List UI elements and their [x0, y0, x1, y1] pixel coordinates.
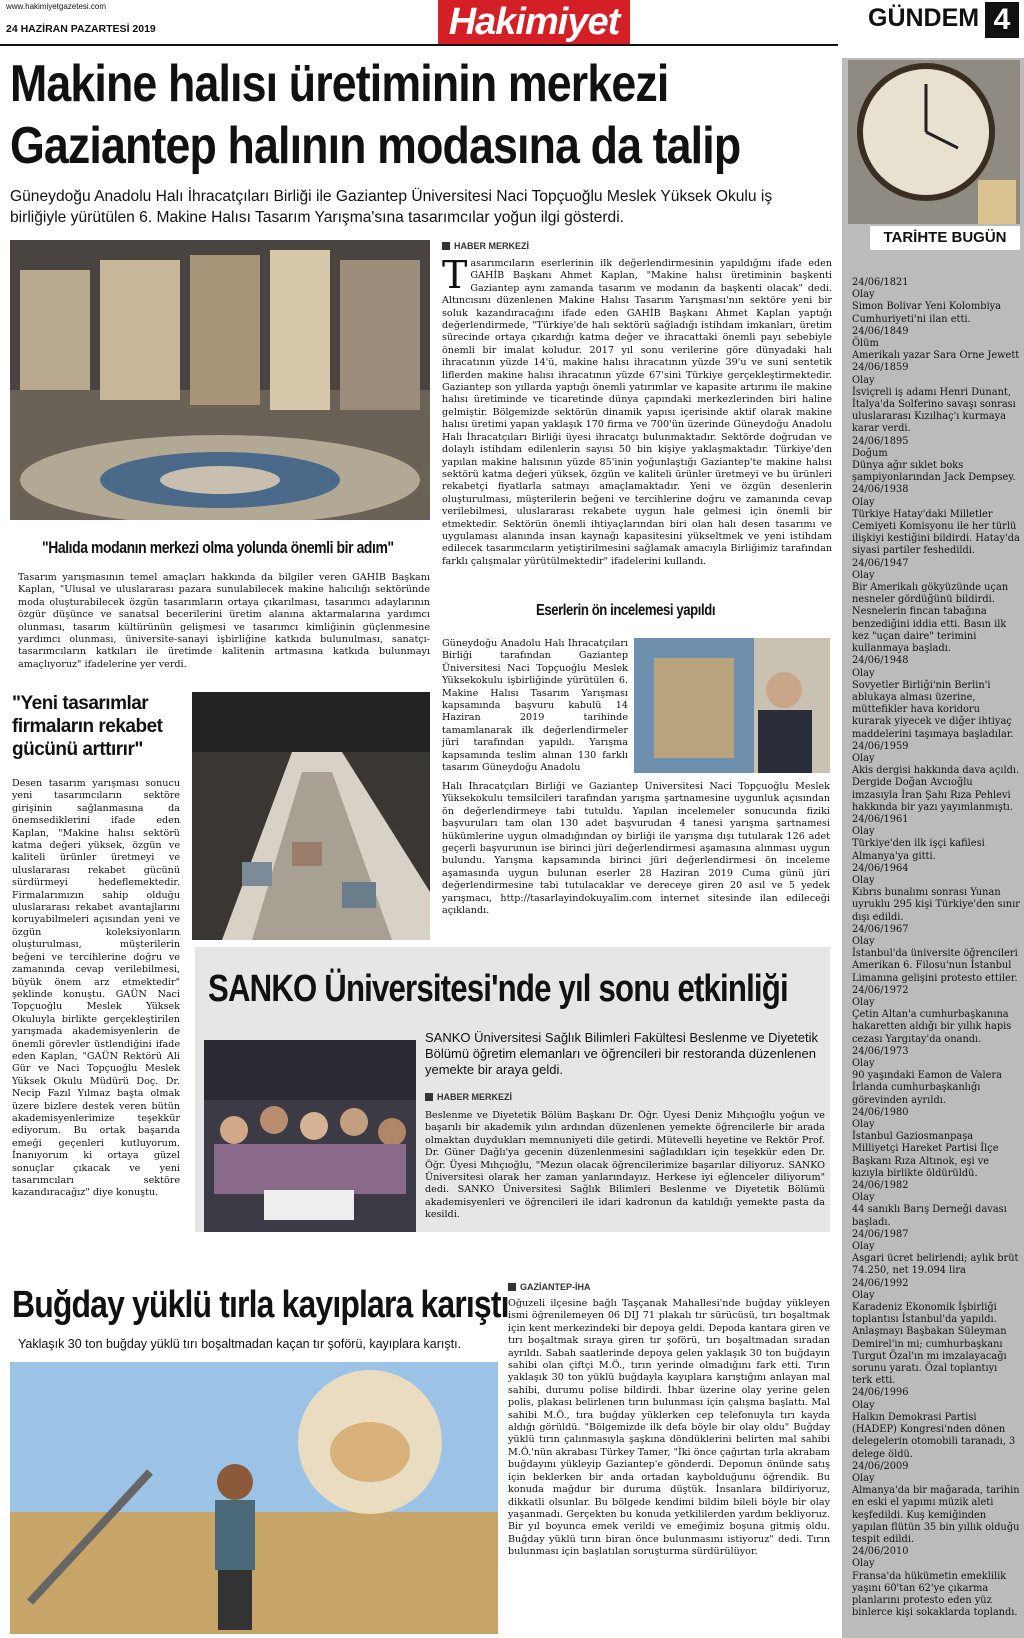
sidebar-entry: Kıbrıs bunalımı sonrası Yunan uyruklu 295 kişi Türkiye'den sınır dışı edildi. — [852, 887, 1020, 923]
sidebar-entry: Türkiye'den ilk işçi kafilesi Almanya'ya gitti. — [852, 838, 985, 862]
sidebar-entry: Olay — [852, 667, 875, 679]
sidebar-entry: 24/06/1982 — [852, 1180, 909, 1192]
sidebar-entry: Olay — [852, 1192, 875, 1204]
sidebar-entry: 24/06/1973 — [852, 1045, 909, 1057]
sidebar-entry: Çetin Altan'a cumhurbaşkanına hakaretten aldığı bir yıllık hapis cezası Yargıtay'da onandı. — [852, 1009, 1012, 1045]
section-title: GÜNDEM — [868, 4, 980, 32]
issue-date: 24 HAZİRAN PAZARTESİ 2019 — [6, 23, 156, 35]
sidebar-entry: Halkın Demokrasi Partisi (HADEP) Kongresi'nden dönen delegelerin otomobili taranadı, 3 delege öldü. — [852, 1411, 1016, 1460]
sidebar-entry: Olay — [852, 935, 875, 947]
wheat-headline: Buğday yüklü tırla kayıplara karıştı — [12, 1284, 509, 1326]
sidebar-entry: 90 yaşındaki Eamon de Valera İrlanda cumhurbaşkanlığı görevinden ayrıldı. — [852, 1070, 1002, 1106]
sidebar-entry: 44 sanıklı Barış Derneği davası başladı. — [852, 1204, 1007, 1228]
eser-body-b: Halı İhracatçıları Birliği ve Gaziantep Üniversitesi Naci Topçuoğlu Meslek Yüksekokulu temsilcileri tarafından yarışma şartnamesine uygunluk açısından ön değerlendirmeye tabi tutuldu. Yapılan incelemeler sonucunda fiziki başvuruları tam olan 130 adet başvurudan 4 tanesi yarışma şartnamesi hükümlerine uygun olmadığından oy birliği ile yarışma dışı tutularak 126 adet geçerli başvurunun ise birinci jüri değerlendirmesi aşamasına alınması uygun bulundu. Yarışma kapsamında birinci jüri değerlendirmesi ön inceleme aşamasında uygun bulunan eserler 28 Haziran 2019 Cuma günü jüri değerlendirmesine tabi tutulacaklar ve dereceye giren 20 asıl ve 5 yedek yarışmacı, http://tasarlayindokuyalim.com internet sitesinde ilan edileceği açıklandı. — [442, 781, 830, 917]
sidebar-entry: Ölüm — [852, 338, 879, 350]
sidebar-entry: 24/06/1948 — [852, 655, 909, 667]
sidebar-entry: 24/06/1967 — [852, 923, 909, 935]
sidebar-entry: İstanbul'da üniversite öğrencileri Amerikan 6. Filosu'nun İstanbul Limanına gelişini protesto ettiler. — [852, 948, 1018, 984]
sidebar-entry: 24/06/1987 — [852, 1228, 909, 1240]
quote-body: Tasarım yarışmasının temel amaçları hakkında da bilgiler veren GAHİB Başkanı Kaplan, "Ulusal ve uluslararası pazara sunulabilecek makine halıcılığı sektöründe moda oluşturabilecek özgün tasarımların ortaya çıkarılması, tasarımcı adaylarının özgür düşünce ve sanatsal becerilerini üretim alanına aktarmalarına yardımcı olunması, tasarım kültürünün gelişmesi ve tasarımcı kimliğinin güçlenmesine yardımcı olunması, üniversite-sanayi işbirliğine katkıda bulunulması, sanatçı-tasarımcıların katkıları ile üretimde kalitenin artmasına katkıda bulunmayı amaçlıyoruz" ifadelerine yer verdi. — [18, 572, 430, 670]
sidebar-entry: Olay — [852, 1119, 875, 1131]
clock-icon — [848, 60, 1020, 224]
wheat-lede: Yaklaşık 30 ton buğday yüklü tırı boşaltmadan kaçan tır şoförü, kayıplara karıştı. — [18, 1337, 462, 1351]
designs-table-graphic — [192, 692, 430, 940]
sidebar-entry: Türkiye Hatay'daki Milletler Cemiyeti Komisyonu ile her türlü ilişkiyi kestiğini bildirdi. Hatay'da siyasi partiler feshedildi. — [852, 508, 1020, 557]
wheat-byline: GAZİANTEP-İHA — [508, 1282, 591, 1292]
sidebar-entry: Simon Bolivar Yeni Kolombiya Cumhuriyeti'ni ilan etti. — [852, 301, 1002, 325]
sidebar-entry: 24/06/1821 — [852, 277, 909, 288]
main-body-text: asarımcıların eserlerinin ilk değerlendirmesinin yapıldığını ifade eden GAHİB Başkanı Ahmet Kaplan, "Makine halısı üretiminin başkenti Gaziantep aynı zamanda tasarım ve modanın da başkenti olacak" dedi. Altıncısını düzenlenen Makine Halısı Tasarım Yarışması'nın sektöre yeni bir soluk kazandıracağını ifade eden GAHİB Başkanı Ahmet Kaplan yaptığı değerlendirmede, "Türkiye'de halı sektörü sağladığı istihdam imkanları, üretim sürecinde ortaya çıkardığı katma değer ve ihracattaki önemli payı sebebiyle önemli bir imalat koludur. 2017 yıl sonu verilerine göre dünyadaki halı ihracatının yüzde 14'ü, makine halısı ihracatının yüzde 39'u ve suni sentetik liflerden makine halısı ihracatının yüzde 67'sini Türkiye gerçekleştirmektedir. Gaziantep son yıllarda yaptığı önemli yatırımlar ve kapasite artırımı ile makine halısı üretiminde ve ticaretinde dünya çapındaki merkezlerinden biri haline gelmiştir. Bölgemizde sektörün dinamik yapısı içerisinde aktif olarak makine halısı üretimi yapan yaklaşık 170 firma ve 700'ün üzerinde Güneydoğu Anadolu Halı İhracatçıları Birliği üyesi ihracatçı bulunmaktadır. Sektörde doğrudan ve dolaylı istihdam edilenlerin sayısı 50 bin kişiye yaklaşmaktadır. Türkiye'den yapılan makine halısının yüzde 85'inin yoğunlaştığı Gaziantep'te makine halısı sektörü katma değeri yüksek, özgün ve kaliteli ürünler üretmeyi ve bu ürünleri rekabetçi fiyatlarla satmayı amaçlamaktadır. Yeni ve özgün desenlerin oluşturulması, müşterilerin beğeni ve tercihlerine doğru ve zamanında cevap verilebilmesi, uluslararası rekabete uygun hale gelmesi için önemli bir etmektedir. Sektörün önemli ihtiyaçlarından biri olan halı desen tasarımı ve uygulaması alanında insan kaynağı kapasitesini yükseltmek ve yeni istihdam edilecek tasarımcıların yetiştirilmesini sağlamak amacıyla Birliğimiz tarafından farklı çalışmalar yürütülmektedir" ifadelerini kullandı. — [442, 258, 832, 567]
sidebar-entry: Olay — [852, 1558, 875, 1570]
sidebar-entry: Almanya'da bir mağarada, tarihin en eski el yapımı müzik aleti keşfedildi. Kuş kemiğinden yapılan flütün 35 bin yıllık olduğu tespit edildi. — [852, 1485, 1020, 1545]
ahmet-kaplan-photo — [634, 638, 830, 773]
sidebar-entry: Olay — [852, 996, 875, 1008]
sidebar-entry: 24/06/1961 — [852, 813, 909, 825]
sidebar-entry: 24/06/2009 — [852, 1460, 909, 1472]
sidebar-entry: İstanbul Gaziosmanpaşa Milliyetçi Hareket Partisi İlçe Başkanı Rıza Altınok, eşi ve kızıyla birlikte öldürüldü. — [852, 1131, 999, 1179]
wheat-body: Oğuzeli ilçesine bağlı Taşçanak Mahallesi'nde buğday yükleyen ismi öğrenilemeyen 06 DIJ 71 plakalı tır sürücüsü, tırı boşaltmak için kent merkezindeki bir depoya geldi. Depoda kantara giren ve tırı boşaltmak sıraya giren tır şoförü, tırı boşaltmadan sıradan ayrıldı. Sabah saatlerinde depoya gelen yaklaşık 30 ton buğdayın sahibi olan çiftçi M.Ö., tırın yerinde olmadığını fark etti. Tırın yaklaşık 30 ton yüklü buğdayla kayıplara karıştığını anlayan mal sahibi, durumu polise bildirdi. İhbar üzerine olay yerine gelen polis, plakası belirlenen tırın bulunması için çalışma başlattı. Mal sahibi M.Ö., tıra buğday yüklerken cep telefonuyla tırı kayda aldığı görüldü. "Bölgemizde ilk defa böyle bir olay oldu" Buğday yüklü tırın çalınmasıyla şaşkına döndüklerini belirten mal sahibi M.Ö.'nün akrabası Türkey Tamer, "İki önce çağırtan tırla akrabam buğdayını yükleyip Gaziantep'e gönderdi. Deponun önünde satış için beklerken bir anda ortadan kaybolduğunu öğrendik. Bu konuda mağdur bir duruma düştük. İnsanlara bildiriyoruz, dikkatli olsunlar. Bu bölgede kendimi bildim bileli böyle bir olay yaşanmadı. Gerçekten bu konuda yetkililerden yardım bekliyoruz. Bir yıl boyunca emek verildi ve emeğimiz boşuna gitmiş oldu. Buğday yüklü tırın biran önce bulunmasını istiyoruz" dedi. Tırın bulunması için başlatılan soruşturma sürdürülüyor. — [508, 1298, 830, 1558]
sidebar-entry: 24/06/1849 — [852, 325, 909, 337]
sidebar-entry: Fransa'da hükümetin emeklilik yaşını 60'tan 62'ye çıkarma planlarını protesto eden yüz binlerce kişi sokaklarda toplandı. — [852, 1570, 1018, 1619]
header-rule — [0, 44, 838, 46]
sidebar-entry: 24/06/1947 — [852, 557, 909, 569]
sidebar-entry: 24/06/1959 — [852, 740, 909, 752]
sanko-dinner-photo — [204, 1040, 416, 1232]
main-body — [442, 258, 832, 584]
sidebar-entry: Karadeniz Ekonomik İşbirliği toplantısı İstanbul'da yapıldı. Anlaşmayı Başbakan Süleyman Demirel'in mi; cumhurbaşkanı Turgut Özal'ın mı imzalayacağı sorunu yaratı. Özal toplantıyı terk etti. — [852, 1302, 1007, 1387]
sidebar-entry: Olay — [852, 1472, 875, 1484]
sanko-body: Beslenme ve Diyetetik Bölüm Başkanı Dr. Öğr. Üyesi Deniz Mıhçıoğlu yoğun ve başarılı bir akademik yılın ardından düzenlenen yemekte öğrencilerle bir arada olmaktan duydukları memnuniyeti dile getirdi. Mütevelli heyetine ve Rektör Prof. Dr. Güner Dağlı'ya gecenin düzenlenmesini sağladıkları için teşekkür eden Dr. Öğr. Üyesi Mıhçıoğlu, "Mezun olacak öğrencilerimize başarılar diliyoruz. SANKO Üniversitesi olarak her zaman yanlarındayız. Herkese iyi eğlenceler diliyorum" dedi. SANKO Üniversitesi Sağlık Bilimleri Beslenme ve Diyetetik Bölümü akademisyenleri ve öğrencileri ile idari kadronun da katıldığı yemekte pasta da kesildi. — [425, 1110, 825, 1221]
sidebar-entry: Olay — [852, 874, 875, 886]
sidebar-entry: 24/06/1996 — [852, 1387, 909, 1399]
sidebar-entry: 24/06/1859 — [852, 362, 909, 374]
sidebar-entry: 24/06/1964 — [852, 862, 909, 874]
sanko-lede: SANKO Üniversitesi Sağlık Bilimleri Fakültesi Beslenme ve Diyetetik Bölümü öğretim elemanları ve öğrencileri bir restoranda düzenlenen yemekte bir araya geldi. — [425, 1030, 819, 1077]
dinner-graphic — [204, 1040, 416, 1232]
sanko-byline: HABER MERKEZİ — [425, 1092, 512, 1102]
sidebar-entry: Olay — [852, 289, 875, 301]
sidebar-entry: Dünya ağır sıklet boks şampiyonlarından Jack Dempsey. — [852, 460, 1016, 484]
sidebar-title: TARİHTE BUGÜN — [870, 226, 1020, 250]
sidebar-entry: Olay — [852, 1058, 875, 1069]
main-headline-line2: Gaziantep halının modasına da talip — [10, 117, 741, 175]
sidebar-entry: 24/06/1972 — [852, 984, 909, 996]
newspaper-logo: Hakimiyet — [438, 0, 630, 44]
sidebar-entry: Asgari ücret belirlendi; aylık brüt 74.250, net 19.094 lira — [852, 1253, 1019, 1277]
quote-subhead: "Halıda modanın merkezi olma yolunda önemli bir adım" — [42, 538, 394, 557]
clock-illustration — [848, 60, 1020, 224]
sidebar-entry: Olay — [852, 1399, 875, 1411]
drop-cap: T — [442, 258, 468, 297]
eser-subhead: Eserlerin ön incelemesi yapıldı — [536, 602, 716, 619]
sidebar-entry: 24/06/1992 — [852, 1277, 909, 1289]
page-number: 4 — [985, 2, 1019, 38]
sidebar-entry: Olay — [852, 569, 875, 581]
sidebar-entry: Olay — [852, 752, 875, 764]
main-byline: HABER MERKEZİ — [442, 241, 529, 251]
sidebar-entry: Olay — [852, 1241, 875, 1253]
carpet-showroom-graphic — [10, 240, 430, 520]
sidebar-entry: 24/06/1895 — [852, 435, 909, 447]
sidebar-entry: 24/06/2010 — [852, 1546, 909, 1558]
main-headline-line1: Makine halısı üretiminin merkezi — [10, 55, 669, 113]
sanko-headline: SANKO Üniversitesi'nde yıl sonu etkinliği — [208, 968, 788, 1010]
left-body: Desen tasarım yarışması sonucu yeni tasarımcıların sektöre girişinin sağlanmasına da önemsediklerini ifade eden Kaplan, "Makine halısı sektörü katma değeri yüksek, özgün ve kaliteli ürünler üretmeyi ve uluslararası rekabet gücünü sürdürmeyi hedeflemektedir. Firmalarımızın sahip olduğu uluslararası rekabet avantajlarını koruyabilmeleri açısından yeni ve özgün koleksiyonların oluşturulması, müşterilerin beğeni ve tercihlerine doğru ve zamanında cevap verilebilmesi, büyük önem arz etmektedir" şeklinde konuştu. GAÜN Naci Topçuoğlu Meslek Yüksek Okuluyla birlikte gerçekleştirilen yarışmada akademisyenlerin de önemli görevler üstlendiğini ifade eden Kaplan, "GAÜN Rektörü Ali Gür ve Naci Topçuoğlu Meslek Yüksek Okulu Müdürü Doç. Dr. Necip Fazıl Yılmaz başta olmak üzere bizlere destek veren bütün akademisyenlerimize teşekkür ediyorum. Bu ortak başarıda emeği geçenleri kutluyorum. İnanıyorum ki ortaya güzel sonuçlar çıkacak ve yeni tasarımcıları sektöre kazandıracağız" diye konuştu. — [12, 778, 180, 1199]
sidebar-entry: 24/06/1938 — [852, 484, 909, 496]
eser-body-a: Güneydoğu Anadolu Halı İhracatçıları Birliği tarafından Gaziantep Üniversitesi Naci Topçuoğlu Meslek Yüksekokulu işbirliğinde yürütülen 6. Makine Halısı Tasarım Yarışması kapsamında başvuru kabulü 14 Haziran 2019 tarihinde tamamlanarak ilk değerlendirmeler jüri tarafından yapıldı. Yarışma kapsamında teslim alınan 130 farklı tasarım Güneydoğu Anadolu — [442, 638, 628, 774]
sidebar-entry: Bir Amerikalı gökyüzünde uçan nesneler gördüğünü bildirdi. Nesnelerin fincan tabağına benzediğini iddia etti. Basın ilk kez "uçan daire" terimini kullanmaya başladı. — [852, 582, 1009, 655]
site-url: www.hakimiyetgazetesi.com — [6, 2, 107, 11]
sidebar-entries — [852, 277, 1020, 1619]
designs-table-photo — [192, 692, 430, 940]
sidebar-entry: Doğum — [852, 447, 888, 459]
sidebar-entry: Olay — [852, 1289, 875, 1301]
sidebar-entry: Olay — [852, 496, 875, 508]
sidebar-entry: Olay — [852, 826, 875, 838]
carpet-showroom-photo — [10, 240, 430, 520]
wheat-farmer-photo — [10, 1362, 498, 1634]
sidebar-entry: Olay — [852, 374, 875, 386]
wheat-field-graphic — [10, 1362, 498, 1634]
main-lede: Güneydoğu Anadolu Halı İhracatçıları Birliği ile Gaziantep Üniversitesi Naci Topçuoğlu Meslek Yüksek Okulu iş birliğiyle yürütülen 6. Makine Halısı Tasarım Yarışma'sına tasarımcılar yoğun ilgi gösterdi. — [10, 188, 773, 226]
sidebar-entry: 24/06/1980 — [852, 1106, 909, 1118]
sidebar-entry: Akis dergisi hakkında dava açıldı. Dergide Doğan Avcıoğlu imzasıyla İran Şahı Rıza Pehlevi hakkında bir yazı yayımlanmıştı. — [852, 765, 1020, 813]
sidebar-entry: Sovyetler Birliği'nin Berlin'i ablukaya alması üzerine, müttefikler hava koridoru kurarak yiyecek ve diğer ihtiyaç maddelerini taşımaya başladılar. — [852, 679, 1014, 740]
sidebar-entry: Amerikalı yazar Sara Orne Jewett — [852, 350, 1020, 362]
portrait-graphic — [634, 638, 830, 773]
sidebar-entry: İsviçreli iş adamı Henri Dunant, İtalya'da Solferino savaşı sonrası uluslararası Kızılhaç'ı kurmaya karar verdi. — [852, 386, 1016, 435]
left-subhead: "Yeni tasarımlar firmaların rekabet gücünü arttırır" — [12, 693, 163, 760]
